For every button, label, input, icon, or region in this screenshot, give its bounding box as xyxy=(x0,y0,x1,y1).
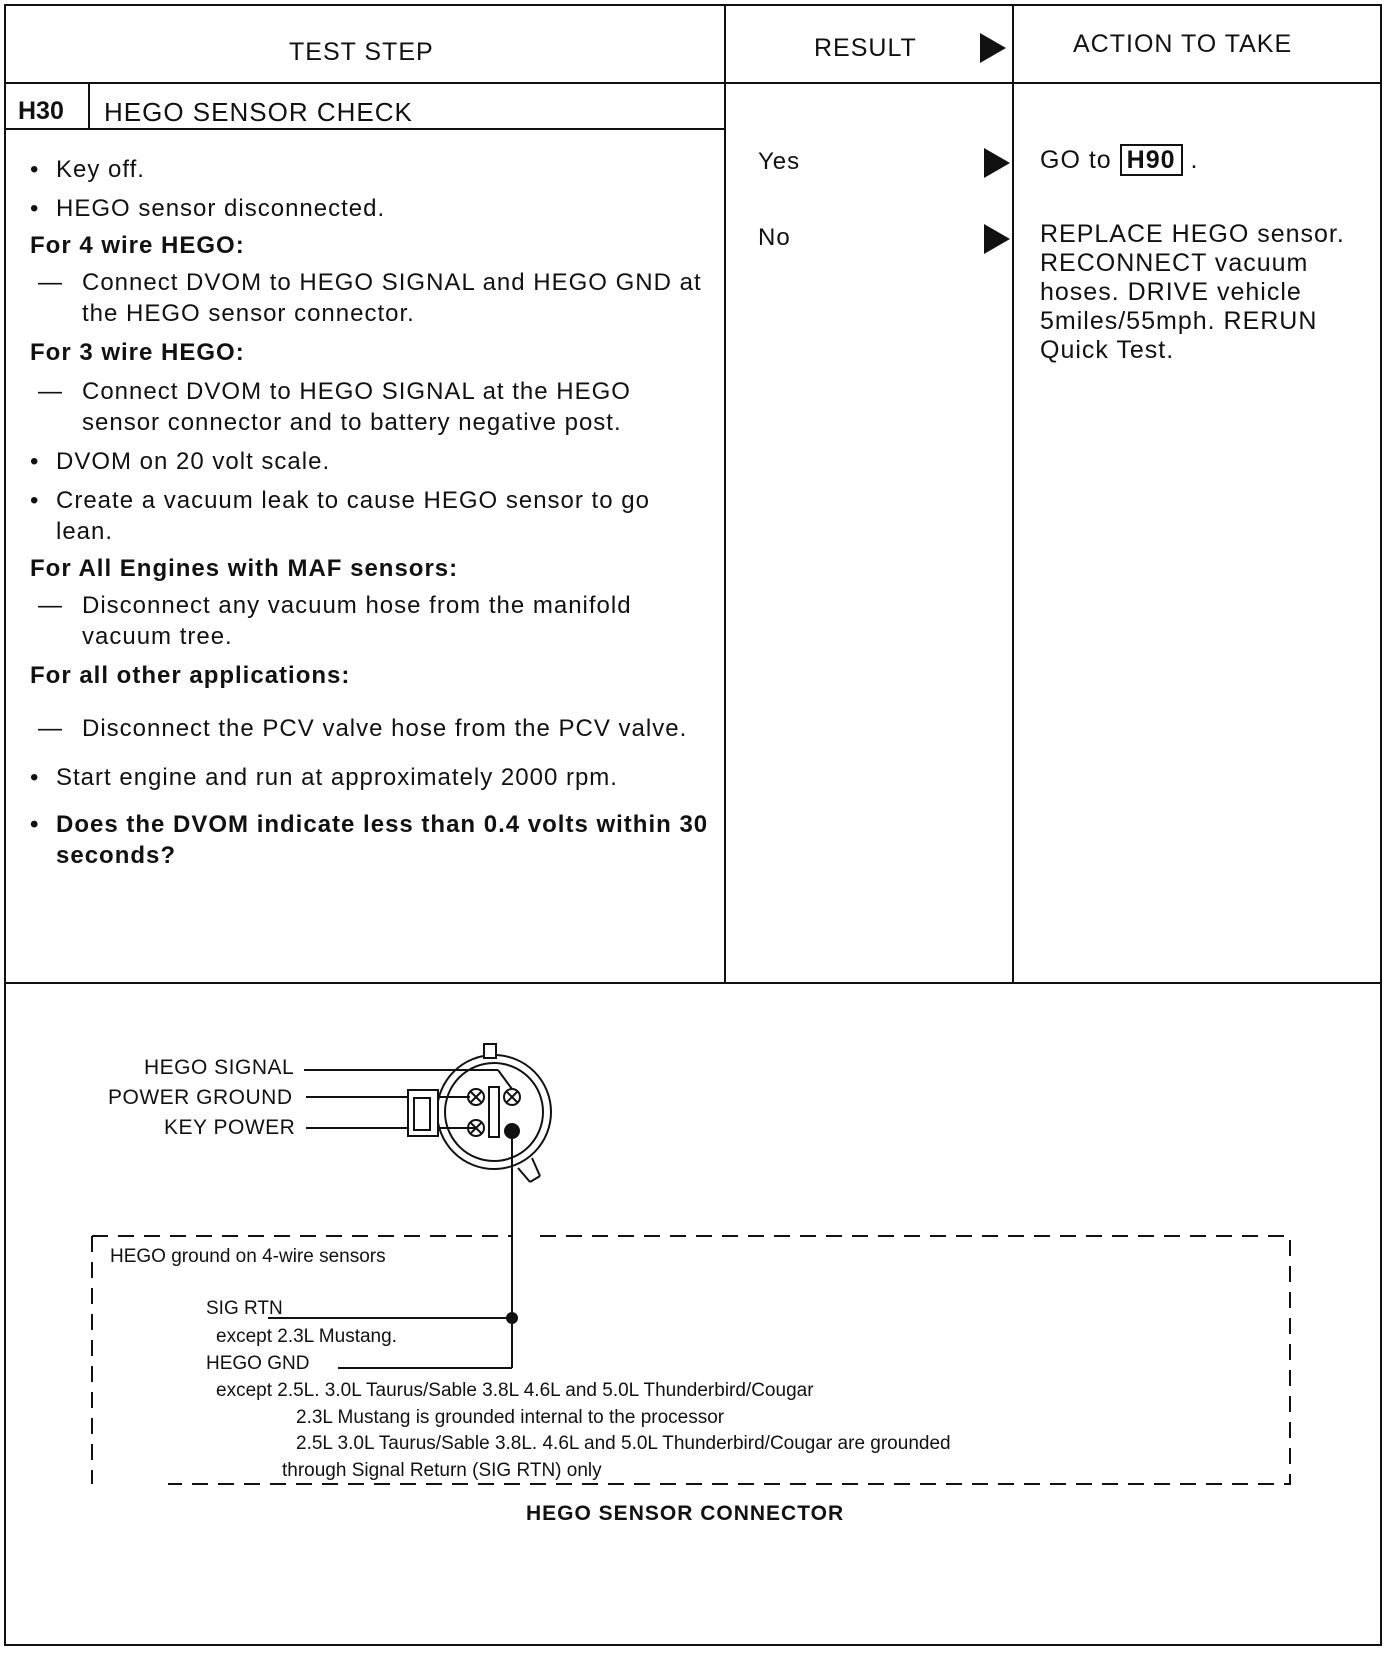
instruction-item: — Disconnect any vacuum hose from the manifold vacuum tree. xyxy=(30,590,710,652)
action-yes-prefix: GO to xyxy=(1040,146,1112,174)
table-bottom-divider xyxy=(4,982,1382,984)
note-except-list: except 2.5L. 3.0L Taurus/Sable 3.8L 4.6L and 5.0L Thunderbird/Cougar xyxy=(216,1380,814,1401)
label-key-power: KEY POWER xyxy=(164,1116,296,1139)
instruction-item: • Create a vacuum leak to cause HEGO sensor to go lean. xyxy=(30,485,710,547)
instruction-item: — Connect DVOM to HEGO SIGNAL at the HEGO sensor connector and to battery negative post. xyxy=(30,376,710,438)
instruction-item: — Connect DVOM to HEGO SIGNAL and HEGO GND at the HEGO sensor connector. xyxy=(30,267,710,329)
instruction-item: • HEGO sensor disconnected. xyxy=(30,193,710,224)
instruction-heading: For 3 wire HEGO: xyxy=(30,339,245,366)
note-except-mustang: except 2.3L Mustang. xyxy=(216,1326,397,1347)
instruction-item: • Key off. xyxy=(30,154,710,185)
note-mustang-internal: 2.3L Mustang is grounded internal to the processor xyxy=(296,1407,725,1428)
result-no: No xyxy=(758,224,791,251)
header-result: RESULT xyxy=(814,34,917,62)
note-hego-gnd: HEGO GND xyxy=(206,1353,310,1374)
instruction-question: • Does the DVOM indicate less than 0.4 volts within 30 seconds? xyxy=(30,809,710,871)
action-yes-ref: H90 xyxy=(1120,144,1183,176)
label-hego-signal: HEGO SIGNAL xyxy=(144,1056,295,1079)
step-title-underline xyxy=(4,128,724,130)
action-yes-suffix: . xyxy=(1190,146,1199,174)
instruction-heading: For all other applications: xyxy=(30,662,351,689)
instruction-item: — Disconnect the PCV valve hose from the PCV valve. xyxy=(30,713,710,744)
instruction-heading: For All Engines with MAF sensors: xyxy=(30,555,459,582)
action-yes xyxy=(1040,146,1360,175)
header-divider xyxy=(4,82,1382,84)
label-power-ground: POWER GROUND xyxy=(108,1086,293,1109)
header-arrow-icon xyxy=(980,33,1006,63)
action-no: REPLACE HEGO sensor. RECONNECT vacuum hoses. DRIVE vehicle 5miles/55mph. RERUN Quick Test. xyxy=(1040,220,1345,364)
step-title: HEGO SENSOR CHECK xyxy=(104,97,413,127)
column-divider-result xyxy=(724,4,726,982)
note-sig-rtn: SIG RTN xyxy=(206,1298,283,1319)
instruction-heading: For 4 wire HEGO: xyxy=(30,232,245,259)
result-yes: Yes xyxy=(758,148,801,175)
step-id-divider xyxy=(88,82,90,128)
step-id: H30 xyxy=(18,97,64,125)
note-box-title: HEGO ground on 4-wire sensors xyxy=(110,1246,386,1267)
instructions xyxy=(30,150,710,871)
header-test-step: TEST STEP xyxy=(289,38,434,66)
instruction-item: • Start engine and run at approximately 2000 rpm. xyxy=(30,762,710,793)
column-divider-action xyxy=(1012,4,1014,982)
header-action: ACTION TO TAKE xyxy=(1073,30,1293,58)
note-through-sig-rtn: through Signal Return (SIG RTN) only xyxy=(282,1460,602,1481)
result-yes-arrow-icon xyxy=(984,148,1010,178)
diagram-caption: HEGO SENSOR CONNECTOR xyxy=(526,1502,845,1525)
instruction-item: • DVOM on 20 volt scale. xyxy=(30,446,710,477)
note-others-grounded: 2.5L 3.0L Taurus/Sable 3.8L. 4.6L and 5.0L Thunderbird/Cougar are grounded xyxy=(296,1433,951,1454)
result-no-arrow-icon xyxy=(984,224,1010,254)
